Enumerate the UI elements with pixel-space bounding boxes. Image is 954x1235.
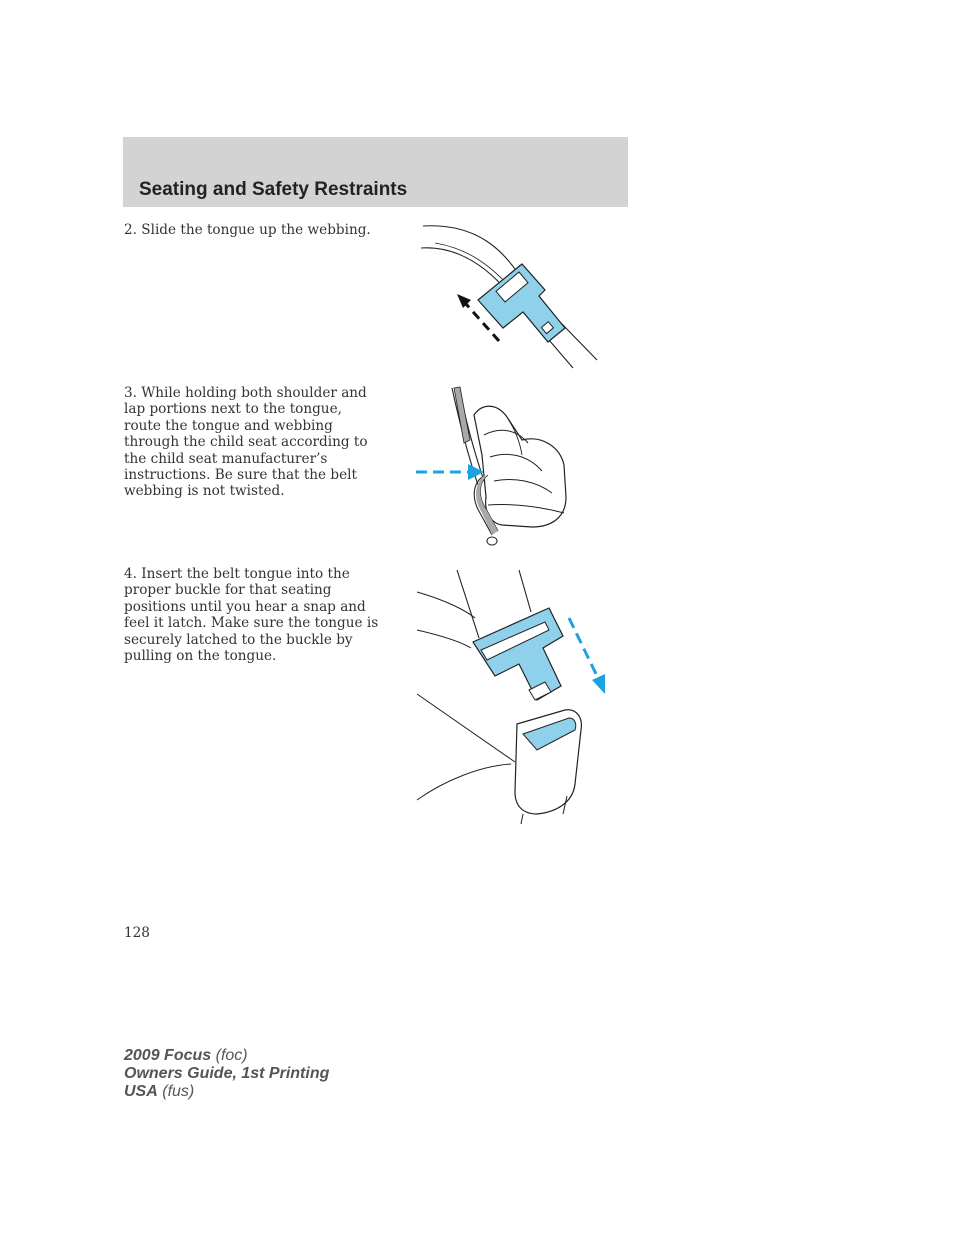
child-seat-routing-illustration [412, 385, 572, 550]
arrow-head-icon [592, 674, 605, 694]
footer-market-code: (fus) [162, 1083, 195, 1100]
step-3-text: 3. While holding both shoulder and lap portions next to the tongue, route the tongue and webbing through the child seat according to the child seat manufacturer’s instructions. Be sure that the belt webbing is not twisted. [124, 385, 368, 500]
belt-tongue-shape [473, 608, 563, 700]
page-number: 128 [124, 925, 150, 941]
footer-market: USA [124, 1083, 158, 1100]
footer-line-3 [124, 1083, 329, 1101]
buckle-receiver-shape [515, 710, 581, 824]
footer-model: 2009 Focus [124, 1047, 212, 1064]
footer-line-1 [124, 1047, 329, 1065]
buckle-latch-illustration [415, 566, 615, 828]
section-title: Seating and Safety Restraints [139, 179, 408, 200]
footer-edition: Owners Guide, 1st Printing [124, 1065, 330, 1082]
child-seat-shape [474, 406, 566, 527]
footer-model-code: (foc) [215, 1047, 248, 1064]
step-4-text: 4. Insert the belt tongue into the proper buckle for that seating positions until you hear a snap and feel it latch. Make sure the tongue is securely latched to the buckle by pulling on the tongue. [124, 566, 379, 665]
tongue-slide-illustration [415, 218, 605, 373]
document-footer [124, 1047, 329, 1101]
direction-arrow-line [569, 618, 598, 678]
step-2-text: 2. Slide the tongue up the webbing. [124, 222, 371, 238]
section-header-band [123, 137, 628, 207]
belt-tongue-shape [478, 264, 565, 342]
footer-line-2 [124, 1065, 329, 1083]
